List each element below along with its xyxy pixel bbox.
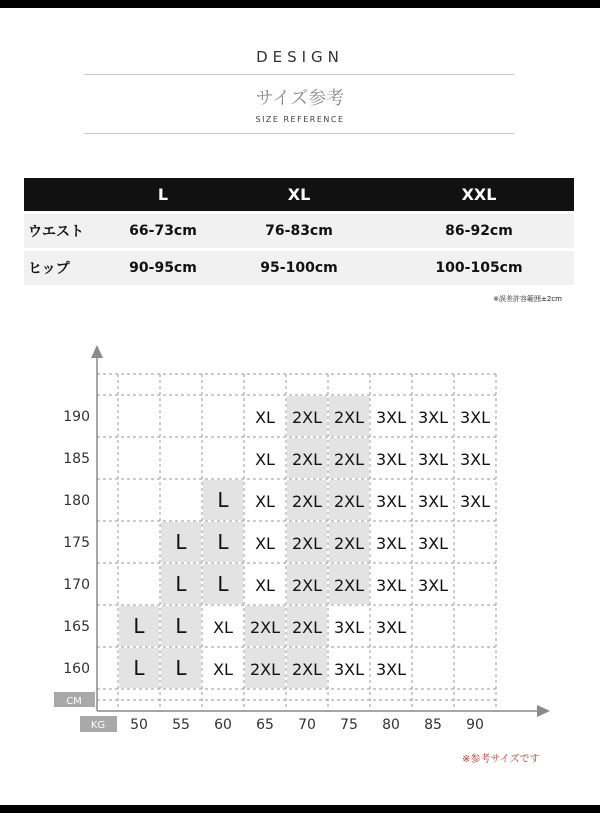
bottom-bar: [0, 805, 600, 813]
size-cell: 3XL: [375, 576, 407, 595]
size-cell: L: [175, 572, 187, 596]
weight-label: 85: [424, 717, 442, 733]
design-title: DESIGN: [256, 48, 344, 66]
header-cell-xl: XL: [287, 185, 311, 204]
size-cell: 3XL: [375, 534, 407, 553]
size-cell: 3XL: [417, 534, 449, 553]
top-bar: [0, 0, 600, 8]
hip-xxl: 100-105cm: [435, 260, 523, 276]
size-cell: L: [175, 614, 187, 638]
size-cell: 3XL: [375, 408, 407, 427]
size-reference-en: SIZE REFERENCE: [255, 115, 345, 124]
size-cell: 3XL: [459, 408, 491, 427]
height-label: 160: [63, 661, 90, 677]
waist-l: 66-73cm: [129, 223, 197, 239]
size-cell: 3XL: [459, 450, 491, 469]
size-cell: 2XL: [249, 618, 281, 637]
weight-label: 65: [256, 717, 274, 733]
size-cell: 2XL: [291, 576, 323, 595]
reference-note: ※参考サイズです: [462, 754, 540, 765]
size-cell: 3XL: [375, 492, 407, 511]
height-label: 185: [63, 451, 90, 467]
height-label: 170: [63, 577, 90, 593]
header-cell-l: L: [157, 185, 169, 204]
header-divider-top: [84, 74, 514, 75]
x-axis-arrow: [537, 705, 550, 717]
height-label: 175: [63, 535, 90, 551]
size-cell: XL: [213, 618, 233, 637]
weight-label: 55: [172, 717, 190, 733]
weight-label: 75: [340, 717, 358, 733]
waist-xl: 76-83cm: [265, 223, 333, 239]
size-cell: 3XL: [333, 660, 365, 679]
size-cell: 2XL: [333, 450, 365, 469]
row-label-waist: ウエスト: [28, 224, 84, 240]
size-cell: XL: [213, 660, 233, 679]
size-cell: 2XL: [291, 492, 323, 511]
size-reference-jp: サイズ参考: [255, 88, 345, 109]
size-cell: XL: [255, 492, 275, 511]
size-cell: L: [217, 488, 229, 512]
size-cell: 3XL: [417, 450, 449, 469]
y-axis-arrow: [91, 345, 103, 358]
hip-xl: 95-100cm: [260, 260, 338, 276]
size-cell: 2XL: [333, 492, 365, 511]
size-chart: [0, 330, 600, 745]
size-cell: 3XL: [375, 450, 407, 469]
height-label: 165: [63, 619, 90, 635]
weight-label: 50: [130, 717, 148, 733]
size-cell: L: [217, 530, 229, 554]
height-label: 190: [63, 409, 90, 425]
size-cell: 3XL: [459, 492, 491, 511]
size-cell: L: [217, 572, 229, 596]
size-cell: 2XL: [291, 618, 323, 637]
waist-xxl: 86-92cm: [445, 223, 513, 239]
size-cell: 3XL: [333, 618, 365, 637]
kg-label: KG: [90, 720, 106, 731]
weight-label: 70: [298, 717, 316, 733]
size-cell: XL: [255, 576, 275, 595]
size-cell: XL: [255, 450, 275, 469]
size-cell: 2XL: [291, 450, 323, 469]
size-cell: 2XL: [333, 408, 365, 427]
header-divider-bottom: [84, 133, 514, 134]
waist-row: [24, 214, 574, 248]
hip-row: [24, 251, 574, 285]
hip-l: 90-95cm: [129, 260, 197, 276]
weight-label: 90: [466, 717, 484, 733]
size-cell: 3XL: [375, 660, 407, 679]
size-cell: 2XL: [333, 576, 365, 595]
size-cell: 3XL: [417, 576, 449, 595]
size-cell: L: [133, 656, 145, 680]
size-cell: 3XL: [417, 492, 449, 511]
size-cell: L: [175, 656, 187, 680]
weight-label: 80: [382, 717, 400, 733]
size-cell: 2XL: [249, 660, 281, 679]
size-table: [24, 178, 574, 285]
size-cell: 2XL: [291, 660, 323, 679]
size-cell: XL: [255, 408, 275, 427]
cm-label: CM: [66, 696, 82, 707]
size-cell: XL: [255, 534, 275, 553]
height-label: 180: [63, 493, 90, 509]
size-cell: 2XL: [333, 534, 365, 553]
row-label-hip: ヒップ: [28, 261, 70, 277]
size-table-header: [24, 178, 574, 211]
size-cell: L: [133, 614, 145, 638]
header-cell-xxl: XXL: [461, 185, 497, 204]
size-cell: 3XL: [375, 618, 407, 637]
tolerance-note: ※誤差許容範囲±2cm: [493, 295, 562, 303]
weight-label: 60: [214, 717, 232, 733]
size-cell: 3XL: [417, 408, 449, 427]
size-cell: 2XL: [291, 534, 323, 553]
size-cell: L: [175, 530, 187, 554]
size-cell: 2XL: [291, 408, 323, 427]
